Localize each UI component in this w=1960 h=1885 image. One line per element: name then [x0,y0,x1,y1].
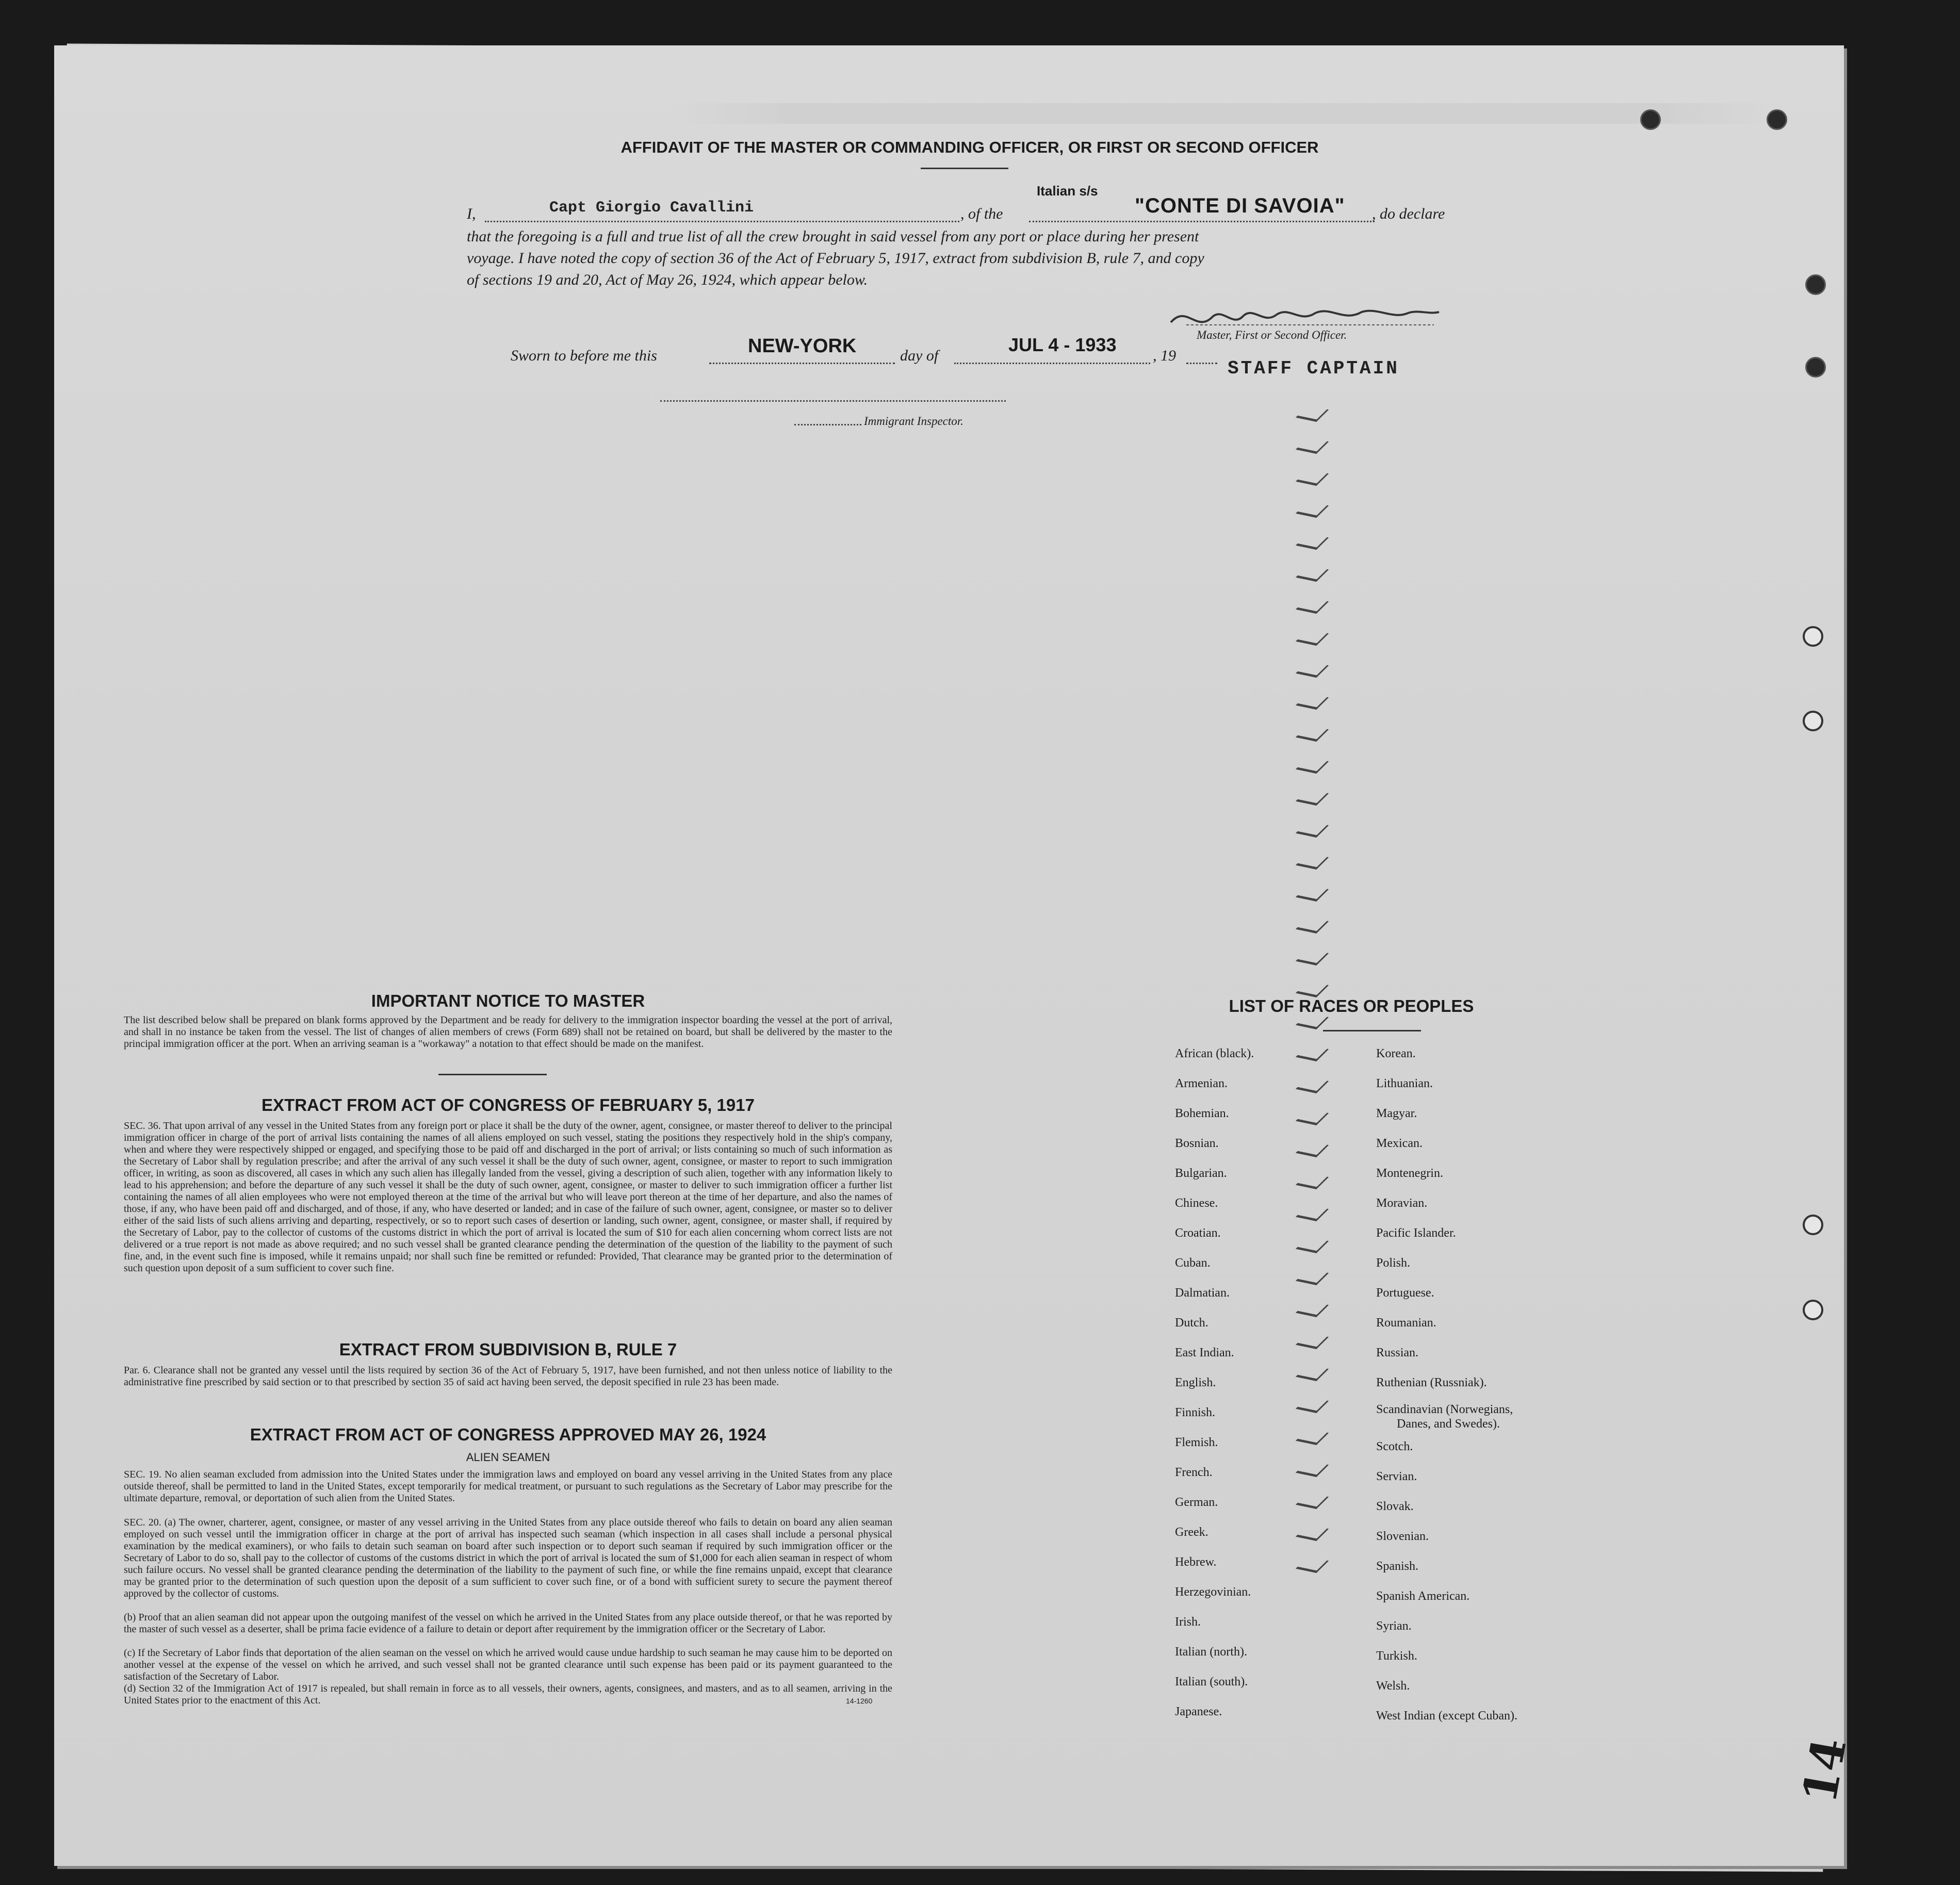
date-blank [954,363,1150,364]
punch-hole-icon [1767,109,1787,130]
ring-hole-icon [1803,1300,1823,1320]
race-item: Croatian. [1175,1226,1221,1240]
name-blank [485,221,959,222]
race-item: Greek. [1175,1526,1208,1539]
race-item: Bosnian. [1175,1137,1219,1150]
race-item: Syrian. [1376,1619,1412,1633]
race-item: Herzegovinian. [1175,1585,1251,1599]
race-item: Scandinavian (Norwegians, [1376,1403,1513,1416]
sworn-place: NEW-YORK [748,335,857,357]
races-left-column [1175,1047,1381,1733]
race-item: Japanese. [1175,1705,1222,1718]
race-item: African (black). [1175,1047,1254,1060]
day-of: day of [900,347,939,364]
extract-1924-title: EXTRACT FROM ACT OF CONGRESS APPROVED MAY 26, 1924 [250,1425,766,1444]
race-item: Roumanian. [1376,1316,1436,1330]
race-item: Bulgarian. [1175,1167,1227,1180]
form-number: 14-1260 [846,1697,873,1705]
affidavit-line4: of sections 19 and 20, Act of May 26, 1924, which appear below. [467,271,868,288]
affidavit-title: AFFIDAVIT OF THE MASTER OR COMMANDING OFFICER, OR FIRST OR SECOND OFFICER [620,138,1319,156]
race-item: Magyar. [1376,1107,1417,1120]
extract-1924-sec20c: (c) If the Secretary of Labor finds that deportation of the alien seaman on the vessel on which he arrived would cause undue hardship to such seaman he may cause him to be deported on another vessel at the expense of the vessel on which he arrived, and such vessel shall not be granted clearance until such expense has been paid or its payment guaranteed to the satisfaction of the Secretary of Labor. [124,1647,892,1682]
extract-rule7-body: Par. 6. Clearance shall not be granted any vessel until the lists required by section 36 of the Act of February 5, 1917, have been furnished, and not then unless notice of liability to the administrative fine prescribed by said section or to that prescribed by section 35 of said act having been served, the deposit specified in rule 23 has been made. [124,1365,892,1388]
vessel-name: "CONTE DI SAVOIA" [1135,194,1345,217]
race-item: Slovak. [1376,1500,1414,1513]
race-item: Slovenian. [1376,1530,1429,1543]
race-item: Turkish. [1376,1649,1417,1663]
punch-hole-icon [1805,357,1826,378]
punch-hole-icon [1805,274,1826,295]
notice-body: The list described below shall be prepared on blank forms approved by the Department and be ready for delivery to the immigration inspector boarding the vessel at the port of arrival, and shall in no instance be taken from the vessel. The list of changes of alien members of crews (Form 689) shall not be retained on board, but shall be delivered by the master to the principal immigration officer at the port. When an arriving seaman is a "workaway" a notation to that effect should be made on the manifest. [124,1014,892,1050]
race-item: East Indian. [1175,1346,1234,1359]
race-item: Portuguese. [1376,1286,1434,1300]
race-item: Ruthenian (Russniak). [1376,1376,1487,1389]
sworn-prefix: Sworn to before me this [511,347,657,364]
races-title: LIST OF RACES OR PEOPLES [1229,996,1474,1015]
divider [438,1074,547,1075]
race-item: Moravian. [1376,1196,1428,1210]
race-item: Dalmatian. [1175,1286,1230,1300]
race-item: Italian (north). [1175,1645,1247,1659]
race-item: French. [1175,1466,1213,1479]
vessel-blank [1029,221,1375,222]
race-item: Dutch. [1175,1316,1208,1330]
inspector-caption-leader [794,424,861,425]
race-item: Lithuanian. [1376,1077,1433,1090]
inspector-caption: Immigrant Inspector. [864,415,963,428]
affidavit-line1-of: , of the [960,205,1003,222]
race-item: Welsh. [1376,1679,1410,1693]
race-item: Flemish. [1175,1436,1218,1449]
race-item: English. [1175,1376,1216,1389]
sworn-date: JUL 4 - 1933 [1008,334,1117,355]
year-prefix: , 19 [1153,347,1176,364]
year-blank [1186,363,1217,364]
officer-title: STAFF CAPTAIN [1228,358,1399,379]
affidavit-line3: voyage. I have noted the copy of section 36 of the Act of February 5, 1917, extract from subdivision B, rule 7, and copy [467,250,1204,267]
race-item: Finnish. [1175,1406,1216,1419]
affidavit-line1-suffix: , do declare [1372,205,1445,222]
race-item: Armenian. [1175,1077,1228,1090]
declarant-name: Capt Giorgio Cavallini [549,199,754,217]
place-blank [709,363,895,364]
ring-hole-icon [1803,1215,1823,1235]
extract-1924-sec20a: SEC. 20. (a) The owner, charterer, agent, consignee, or master of any vessel arriving in the United States from any place outside thereof who fails to detain on board any alien seaman employed on such vessel until the immigration officer in charge at the port of arrival has inspected such seaman (which inspection in all cases shall include a personal physical examination by the medical examiners), or who fails to detain such seaman on board after such inspection or to deport such seaman if required by such immigration officer or the Secretary of Labor to do so, shall pay to the collector of customs of the customs district in which the port of arrival is located the sum of $1,000 for each alien seaman in respect of whom such failure occurs. No vessel shall be granted clearance pending the determination of the liability to the payment of such fine, or while the fine remains unpaid, except that clearance may be granted prior to the determination of such question upon the deposit of a sum sufficient to cover such fine, or of a bond with sufficient surety to secure the payment thereof approved by the collector of customs. [124,1517,892,1599]
race-item: Spanish American. [1376,1589,1470,1603]
signature-caption: Master, First or Second Officer. [1197,329,1347,341]
punch-hole-icon [1640,109,1661,130]
extract-1924-subtitle: ALIEN SEAMEN [466,1451,550,1464]
affidavit-line1-prefix: I, [467,205,476,222]
extract-rule7-title: EXTRACT FROM SUBDIVISION B, RULE 7 [339,1340,677,1359]
race-item: Montenegrin. [1376,1167,1443,1180]
race-item: Korean. [1376,1047,1416,1060]
races-right-column [1376,1047,1624,1733]
race-item: Chinese. [1175,1196,1218,1210]
extract-1924-sec20b: (b) Proof that an alien seaman did not appear upon the outgoing manifest of the vessel on which he arrived in the United States from any place outside thereof, or that he was reported by the master of such vessel as a deserter, shall be prima facie evidence of a failure to detain or deport after requirement by the immigration officer or the Secretary of Labor. [124,1612,892,1635]
extract-1917-body: SEC. 36. That upon arrival of any vessel in the United States from any foreign port or place it shall be the duty of the owner, agent, consignee, or master thereof to deliver to the principal immigration officer in charge of the port of arrival lists containing the names of all aliens employed on such vessel, stating the positions they respectively hold in the ship's company, when and where they were respectively shipped or engaged, and specifying those to be paid off and discharged in the port of arrival; or lists containing so much of such information as the Secretary of Labor shall by regulation prescribe; and after the arrival of any such vessel it shall be the duty of such owner, agent, consignee, or master to report to such immigration officer, in writing, as soon as discovered, all cases in which any such alien has illegally landed from the vessel, giving a description of such alien, together with any information likely to lead to his apprehension; and before the departure of any such vessel it shall be the duty of such owner, agent, consignee, or master to deliver to such immigration officer a further list containing the names of all alien employees who were not employed thereon at the time of the arrival but who will leave port thereon at the time of her departure, and also the names of those, if any, who have been paid off and discharged, and of those, if any, who have deserted or landed; and in case of the failure of such owner, agent, consignee, or master so to deliver either of the said lists of such aliens arriving and departing, respectively, or so to report such cases of desertion or landing, such owner, agent, consignee, or master shall, if required by the Secretary of Labor, pay to the collector of customs of the customs district in which the port of arrival is located the sum of $10 for each alien concerning whom correct lists are not delivered or a true report is not made as above required; and no such vessel shall be granted clearance pending the determination of the question of the liability to the payment of such fine, and, in the event such fine is imposed, while it remains unpaid; nor shall such fine be remitted or refunded: Provided, That clearance may be granted prior to the determination of such question upon deposit of a sum sufficient to cover such fine. [124,1120,892,1274]
race-item: Hebrew. [1175,1555,1217,1569]
race-item: Danes, and Swedes). [1397,1417,1500,1431]
race-item: Scotch. [1376,1440,1413,1453]
race-item: Bohemian. [1175,1107,1229,1120]
inspector-blank [660,400,1006,402]
vessel-prefix: Italian s/s [1037,183,1098,199]
race-item: Spanish. [1376,1560,1419,1573]
extract-1917-title: EXTRACT FROM ACT OF CONGRESS OF FEBRUARY 5, 1917 [262,1095,755,1114]
race-item: Irish. [1175,1615,1201,1629]
extract-1924-sec20d: (d) Section 32 of the Immigration Act of 1917 is repealed, but shall remain in force as to all vessels, their owners, agents, consignees, and masters, and as to all seamen, arriving in the United States prior to the enactment of this Act. [124,1683,892,1706]
race-item: Cuban. [1175,1256,1211,1270]
race-item: Servian. [1376,1470,1417,1483]
ring-hole-icon [1803,626,1823,647]
race-item: Polish. [1376,1256,1411,1270]
bleed-through [671,103,1779,124]
divider [1323,1030,1421,1031]
ring-hole-icon [1803,711,1823,731]
race-item: Pacific Islander. [1376,1226,1456,1240]
race-item: Russian. [1376,1346,1419,1359]
notice-title: IMPORTANT NOTICE TO MASTER [371,991,645,1010]
affidavit-line2: that the foregoing is a full and true list of all the crew brought in said vessel from any port or place during her present [467,228,1199,245]
race-item: Mexican. [1376,1137,1423,1150]
race-item: German. [1175,1496,1218,1509]
extract-1924-sec19: SEC. 19. No alien seaman excluded from admission into the United States under the immigration laws and employed on board any vessel arriving in the United States from any place outside thereof, shall be permitted to land in the United States, except temporarily for medical treatment, or pursuant to such regulations as the Secretary of Labor may prescribe for the ultimate departure, removal, or deportation of such alien from the United States. [124,1469,892,1504]
page-number: 14 [1792,1734,1857,1807]
race-item: West Indian (except Cuban). [1376,1709,1517,1723]
race-item: Italian (south). [1175,1675,1248,1689]
divider [921,168,1008,169]
